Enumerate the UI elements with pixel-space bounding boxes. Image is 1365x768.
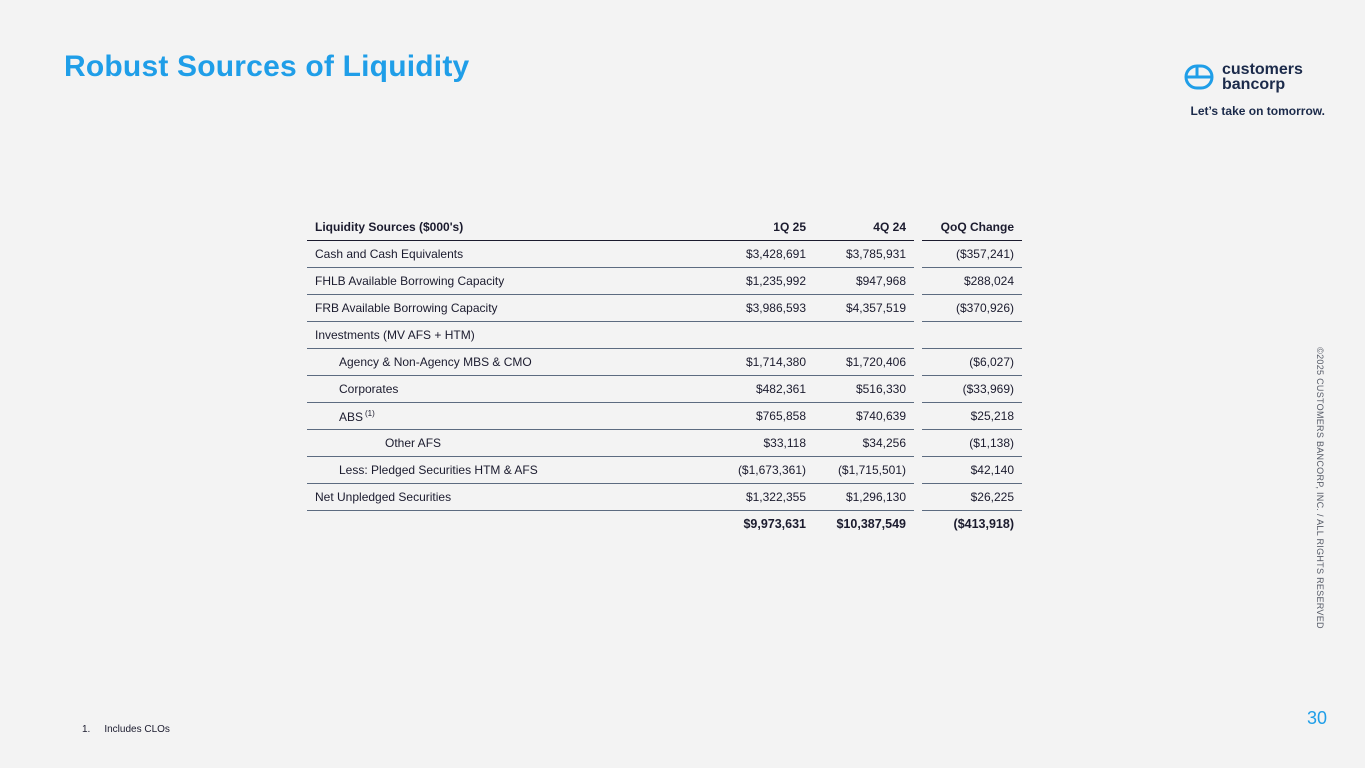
- value-4q24: $1,296,130: [814, 484, 914, 511]
- value-1q25: [714, 322, 814, 349]
- table-row: [307, 430, 1022, 457]
- value-1q25: $3,986,593: [714, 295, 814, 322]
- column-header-liquidity-sources: Liquidity Sources ($000's): [307, 214, 714, 241]
- value-1q25: ($1,673,361): [714, 457, 814, 484]
- row-label: Agency & Non-Agency MBS & CMO: [307, 349, 714, 376]
- column-gap: [914, 241, 922, 268]
- brand-name-line2: bancorp: [1222, 76, 1286, 93]
- customers-bancorp-logo-icon: [1184, 62, 1214, 92]
- brand-name-line1: customers: [1222, 61, 1303, 78]
- value-qoq-change: ($357,241): [922, 241, 1022, 268]
- value-qoq-change: $26,225: [922, 484, 1022, 511]
- value-1q25: $1,714,380: [714, 349, 814, 376]
- table-row: [307, 484, 1022, 511]
- value-1q25: $482,361: [714, 376, 814, 403]
- value-qoq-change: ($1,138): [922, 430, 1022, 457]
- total-4q24: $10,387,549: [836, 517, 906, 531]
- value-qoq-change: ($370,926): [922, 295, 1022, 322]
- brand-tagline: Let’s take on tomorrow.: [1190, 104, 1325, 118]
- table-row: [307, 295, 1022, 322]
- column-gap: [914, 484, 922, 511]
- value-qoq-change: $42,140: [922, 457, 1022, 484]
- value-4q24: $1,720,406: [814, 349, 914, 376]
- table-row: [307, 268, 1022, 295]
- table-row: [307, 322, 1022, 349]
- value-qoq-change: ($6,027): [922, 349, 1022, 376]
- value-qoq-change: [922, 322, 1022, 349]
- table-row: [307, 241, 1022, 268]
- page-title: Robust Sources of Liquidity: [64, 50, 470, 83]
- column-gap: [914, 457, 922, 484]
- total-label: [307, 511, 714, 538]
- value-4q24: $740,639: [814, 403, 914, 430]
- table-row: [307, 403, 1022, 430]
- row-label-with-footnote: [307, 403, 714, 430]
- row-label: Less: Pledged Securities HTM & AFS: [307, 457, 714, 484]
- table-row: [307, 349, 1022, 376]
- value-4q24: $34,256: [814, 430, 914, 457]
- total-row: [307, 511, 1022, 538]
- table-row: [307, 376, 1022, 403]
- value-4q24: ($1,715,501): [814, 457, 914, 484]
- column-gap: [914, 268, 922, 295]
- table-row: [307, 457, 1022, 484]
- column-gap: [914, 376, 922, 403]
- value-4q24: $3,785,931: [814, 241, 914, 268]
- value-4q24: $947,968: [814, 268, 914, 295]
- value-qoq-change: $25,218: [922, 403, 1022, 430]
- column-gap: [914, 511, 922, 538]
- brand-name: [1222, 62, 1303, 92]
- total-qoq-change: ($413,918): [953, 517, 1014, 531]
- brand-logo: [1184, 62, 1303, 92]
- value-qoq-change: $288,024: [922, 268, 1022, 295]
- value-1q25: $3,428,691: [714, 241, 814, 268]
- value-1q25: $1,235,992: [714, 268, 814, 295]
- column-gap: [914, 214, 922, 241]
- column-gap: [914, 403, 922, 430]
- footnote: [82, 724, 170, 735]
- value-4q24: $4,357,519: [814, 295, 914, 322]
- row-label: FRB Available Borrowing Capacity: [307, 295, 714, 322]
- liquidity-table: [307, 214, 1022, 537]
- column-header-1q25: 1Q 25: [714, 214, 814, 241]
- row-label: Net Unpledged Securities: [307, 484, 714, 511]
- row-label: Corporates: [307, 376, 714, 403]
- value-qoq-change: ($33,969): [922, 376, 1022, 403]
- row-label: Other AFS: [307, 430, 714, 457]
- column-gap: [914, 322, 922, 349]
- value-1q25: $765,858: [714, 403, 814, 430]
- column-header-4q24: 4Q 24: [814, 214, 914, 241]
- table-header-row: [307, 214, 1022, 241]
- row-label: Investments (MV AFS + HTM): [307, 322, 714, 349]
- value-1q25: $33,118: [714, 430, 814, 457]
- footnote-marker: (1): [365, 408, 375, 418]
- total-1q25: $9,973,631: [743, 517, 806, 531]
- row-label: Cash and Cash Equivalents: [307, 241, 714, 268]
- column-gap: [914, 295, 922, 322]
- column-gap: [914, 430, 922, 457]
- row-label: FHLB Available Borrowing Capacity: [307, 268, 714, 295]
- row-label: ABS: [339, 409, 364, 424]
- footnote-number: 1.: [82, 724, 91, 735]
- value-1q25: $1,322,355: [714, 484, 814, 511]
- value-4q24: $516,330: [814, 376, 914, 403]
- page-number: 30: [1306, 708, 1327, 728]
- value-4q24: [814, 322, 914, 349]
- column-header-qoq-change: QoQ Change: [922, 214, 1022, 241]
- footnote-text: Includes CLOs: [104, 724, 170, 735]
- column-gap: [914, 349, 922, 376]
- copyright-notice: ©2025 CUSTOMERS BANCORP, INC. / ALL RIGHTS RESERVED: [1315, 347, 1325, 629]
